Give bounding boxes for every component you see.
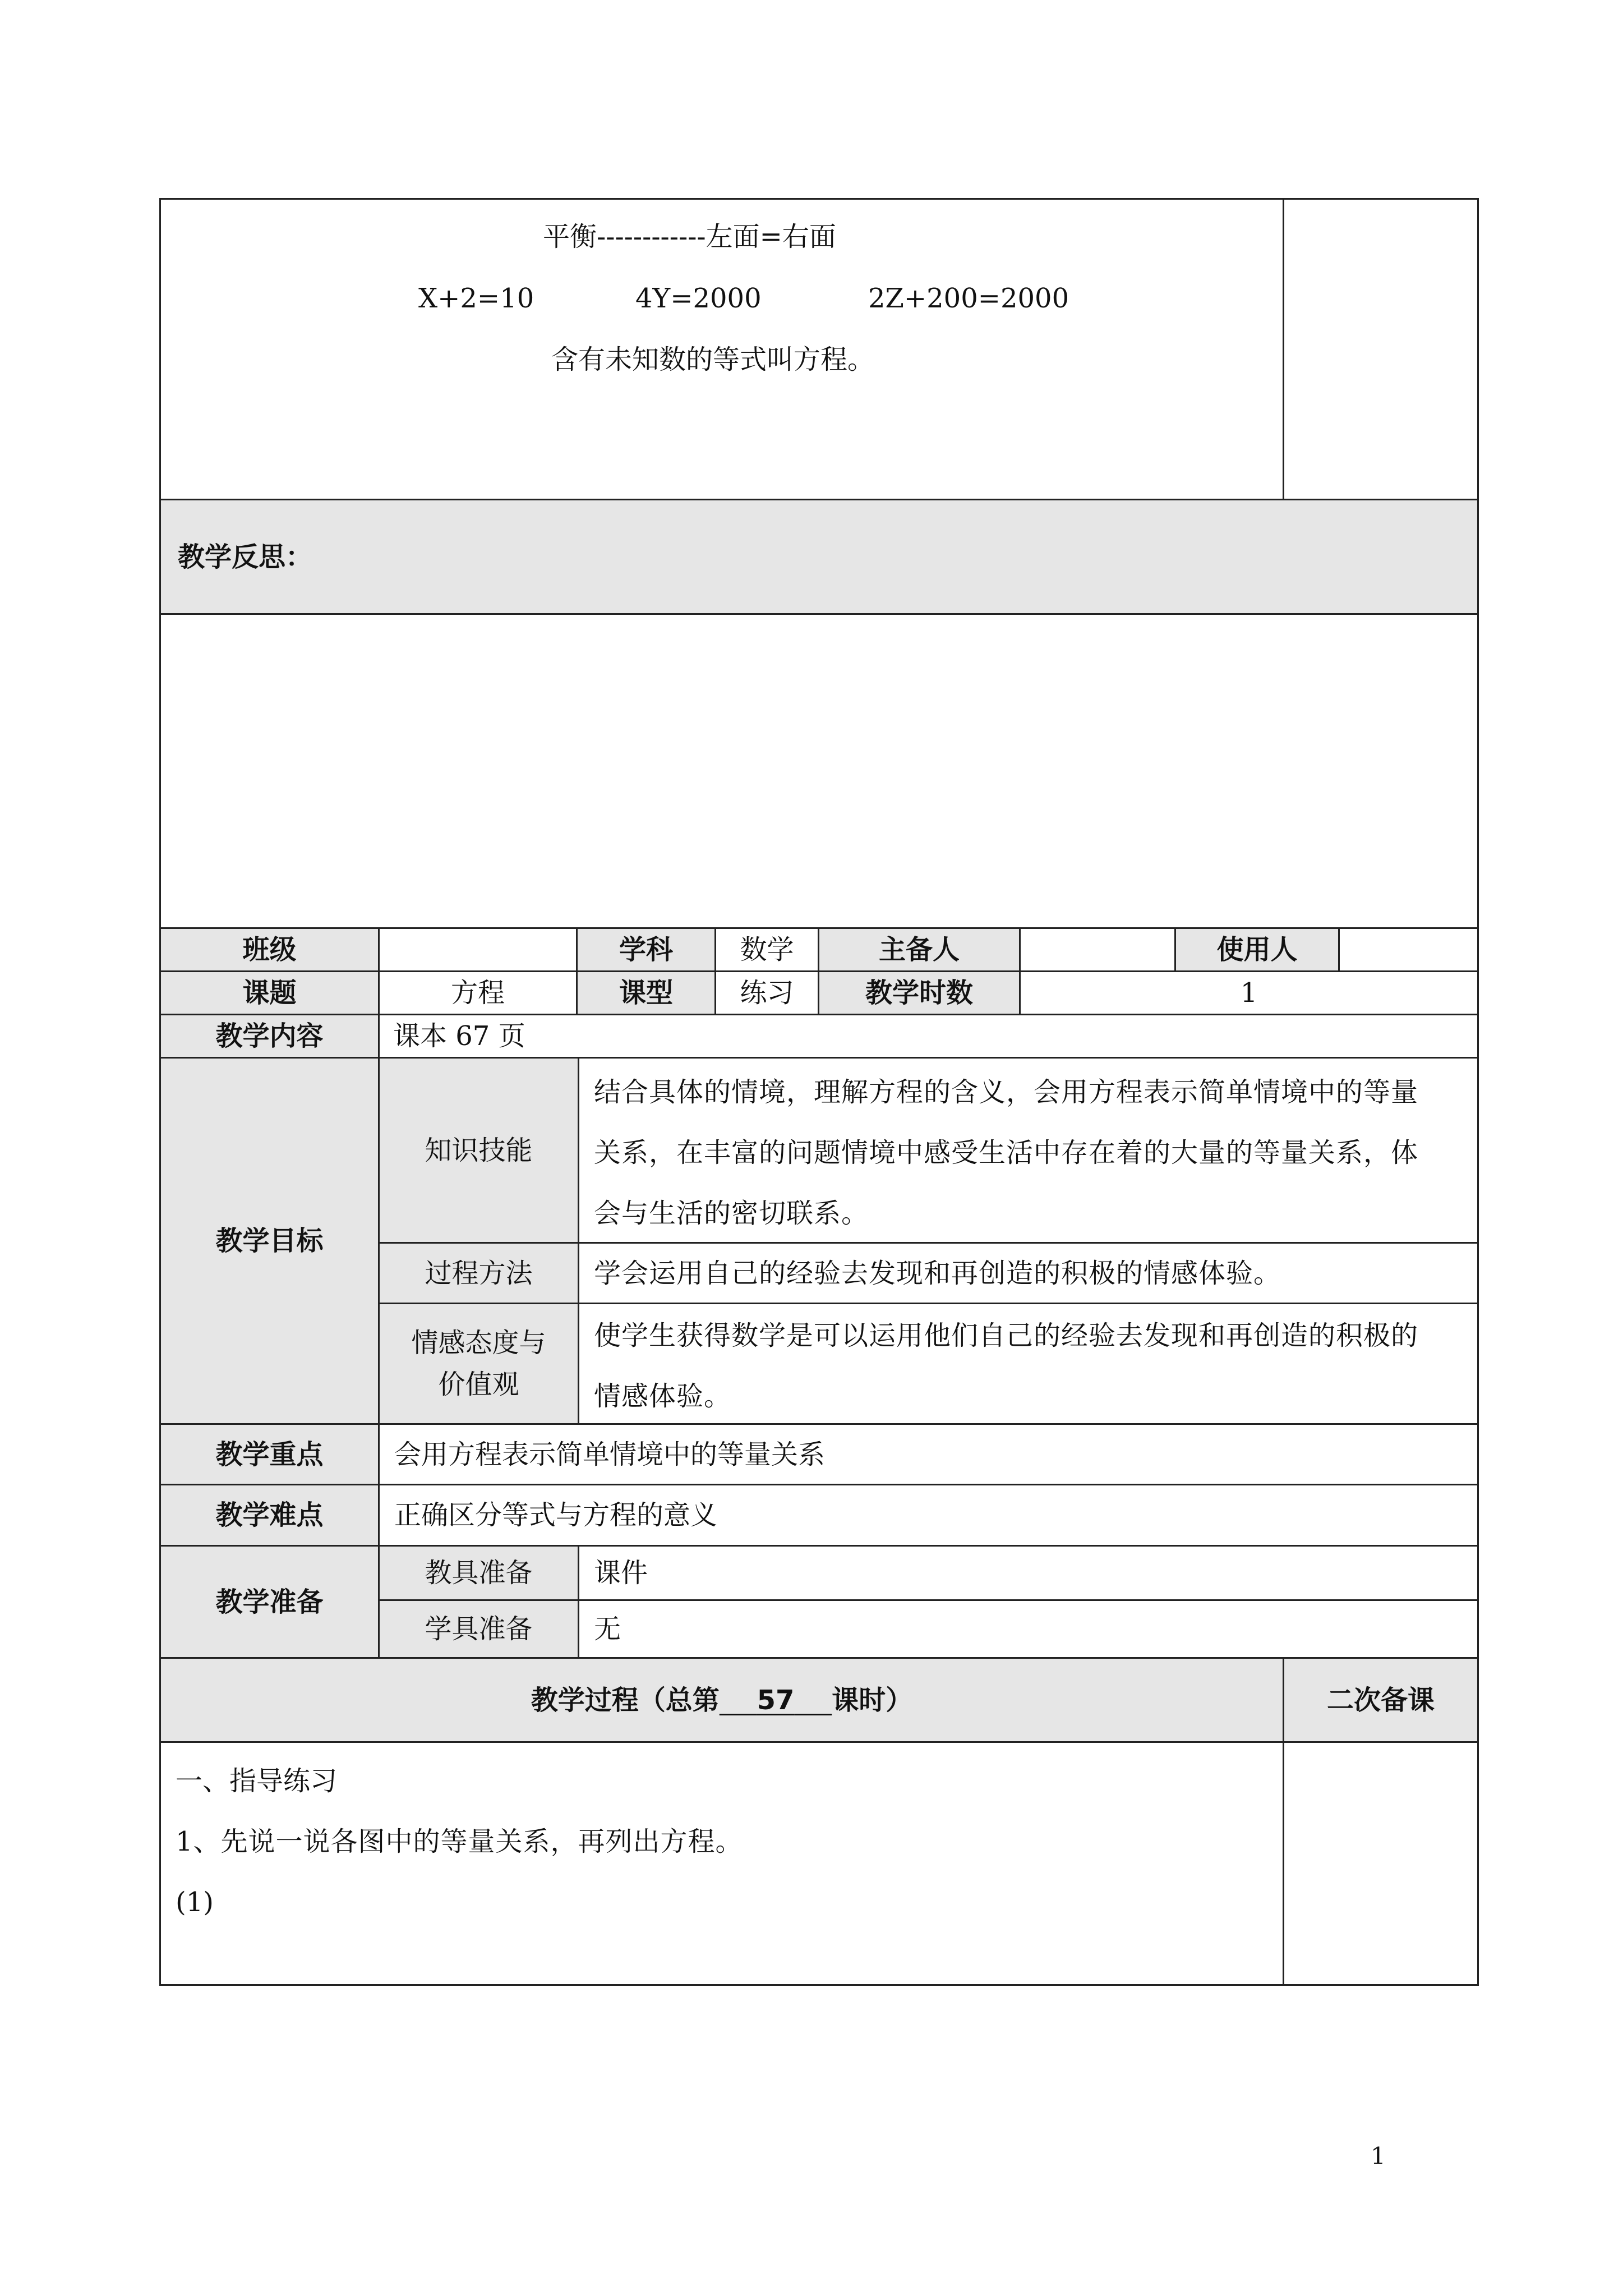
- lesson-type-label: 课型: [619, 977, 673, 1009]
- student-prep-label-cell: [378, 1599, 579, 1659]
- sub-item-1: (1): [176, 1887, 214, 1918]
- user-label-cell: [1174, 927, 1340, 972]
- top-section-divider: [1283, 198, 1284, 499]
- key-point-value-cell: [378, 1423, 1479, 1485]
- topic-label-cell: [159, 970, 380, 1015]
- teacher-prep-label: 教具准备: [425, 1557, 533, 1589]
- process-value: 学会运用自己的经验去发现和再创造的积极的情感体验。: [594, 1257, 1281, 1289]
- preparer-value-cell: [1019, 927, 1176, 972]
- difficulty-label: 教学难点: [215, 1499, 324, 1531]
- content-value: 课本 67 页: [393, 1020, 525, 1052]
- process-title-suffix: 课时）: [832, 1684, 913, 1716]
- process-label-cell: [378, 1242, 579, 1304]
- class-label: 班级: [242, 934, 297, 965]
- subject-value-cell: [714, 927, 819, 972]
- knowledge-label: 知识技能: [425, 1134, 533, 1166]
- student-prep-label: 学具准备: [425, 1613, 533, 1645]
- page-number: 1: [1371, 2142, 1386, 2170]
- definition-text: 含有未知数的等式叫方程。: [551, 344, 875, 375]
- difficulty-label-cell: [159, 1484, 380, 1547]
- process-title-prefix: 教学过程（总第: [531, 1684, 720, 1716]
- equation-3: 2Z+200=2000: [868, 283, 1069, 314]
- objectives-label-cell: [159, 1057, 380, 1425]
- knowledge-value-cell: [578, 1057, 1479, 1244]
- knowledge-label-cell: [378, 1057, 579, 1244]
- topic-value: 方程: [450, 977, 505, 1009]
- preparer-label-cell: [818, 927, 1021, 972]
- equation-2: 4Y=2000: [635, 283, 762, 314]
- emotion-label-line1: 情感态度与: [411, 1327, 546, 1359]
- reflection-label: 教学反思：: [178, 541, 313, 573]
- process-title-cell: [159, 1657, 1284, 1743]
- difficulty-value: 正确区分等式与方程的意义: [394, 1499, 718, 1531]
- process-value-cell: [578, 1242, 1479, 1304]
- topic-value-cell: [378, 970, 578, 1015]
- key-point-label-cell: [159, 1423, 380, 1485]
- preparer-label: 主备人: [878, 934, 960, 965]
- class-value-cell: [378, 927, 578, 972]
- difficulty-value-cell: [378, 1484, 1479, 1547]
- lesson-number-value: 57: [757, 1684, 795, 1716]
- teacher-prep-value: 课件: [594, 1557, 648, 1589]
- user-value-cell: [1338, 927, 1479, 972]
- user-label: 使用人: [1216, 934, 1298, 965]
- class-label-cell: [159, 927, 380, 972]
- balance-line: 平衡------------左面=右面: [543, 221, 836, 252]
- lesson-type-value: 练习: [740, 977, 794, 1009]
- content-label-cell: [159, 1014, 380, 1059]
- equation-1: X+2=10: [418, 283, 534, 314]
- teacher-prep-label-cell: [378, 1545, 579, 1601]
- emotion-value-cell: [578, 1303, 1479, 1425]
- emotion-label-cell: [378, 1303, 579, 1425]
- knowledge-line-3: 会与生活的密切联系。: [594, 1198, 869, 1229]
- hours-label-cell: [818, 970, 1021, 1015]
- lesson-type-value-cell: [714, 970, 819, 1015]
- preparation-label-cell: [159, 1545, 380, 1659]
- second-prep-cell: [1283, 1657, 1479, 1743]
- section-guided-practice: 一、指导练习: [176, 1765, 338, 1797]
- emotion-label-line2: 价值观: [438, 1369, 519, 1400]
- second-prep-label: 二次备课: [1326, 1684, 1435, 1716]
- subject-label-cell: [576, 927, 716, 972]
- reflection-header: [159, 499, 1479, 615]
- hours-label: 教学时数: [865, 977, 973, 1009]
- preparation-label: 教学准备: [215, 1586, 324, 1618]
- emotion-line-2: 情感体验。: [594, 1381, 732, 1412]
- content-label: 教学内容: [215, 1020, 324, 1052]
- lesson-type-label-cell: [576, 970, 716, 1015]
- subject-value: 数学: [740, 934, 794, 965]
- hours-value-cell: [1019, 970, 1479, 1015]
- key-point-value: 会用方程表示简单情境中的等量关系: [394, 1438, 826, 1470]
- lesson-number: [720, 1685, 832, 1716]
- knowledge-line-1: 结合具体的情境，理解方程的含义，会用方程表示简单情境中的等量: [594, 1076, 1419, 1108]
- subject-label: 学科: [619, 934, 673, 965]
- key-point-label: 教学重点: [215, 1438, 324, 1470]
- hours-value: 1: [1240, 977, 1258, 1009]
- process-title: [531, 1684, 913, 1716]
- teacher-prep-value-cell: [578, 1545, 1479, 1601]
- topic-label: 课题: [242, 977, 297, 1009]
- student-prep-value-cell: [578, 1599, 1479, 1659]
- objectives-label: 教学目标: [215, 1225, 324, 1257]
- content-value-cell: [378, 1014, 1479, 1059]
- reflection-body: [159, 613, 1479, 929]
- knowledge-line-2: 关系，在丰富的问题情境中感受生活中存在着的大量的等量关系，体: [594, 1137, 1419, 1168]
- process-label: 过程方法: [425, 1257, 533, 1289]
- student-prep-value: 无: [594, 1613, 621, 1645]
- emotion-line-1: 使学生获得数学是可以运用他们自己的经验去发现和再创造的积极的: [594, 1320, 1419, 1351]
- item-1-text: 1、先说一说各图中的等量关系，再列出方程。: [176, 1826, 743, 1857]
- second-prep-body-cell: [1283, 1741, 1479, 1986]
